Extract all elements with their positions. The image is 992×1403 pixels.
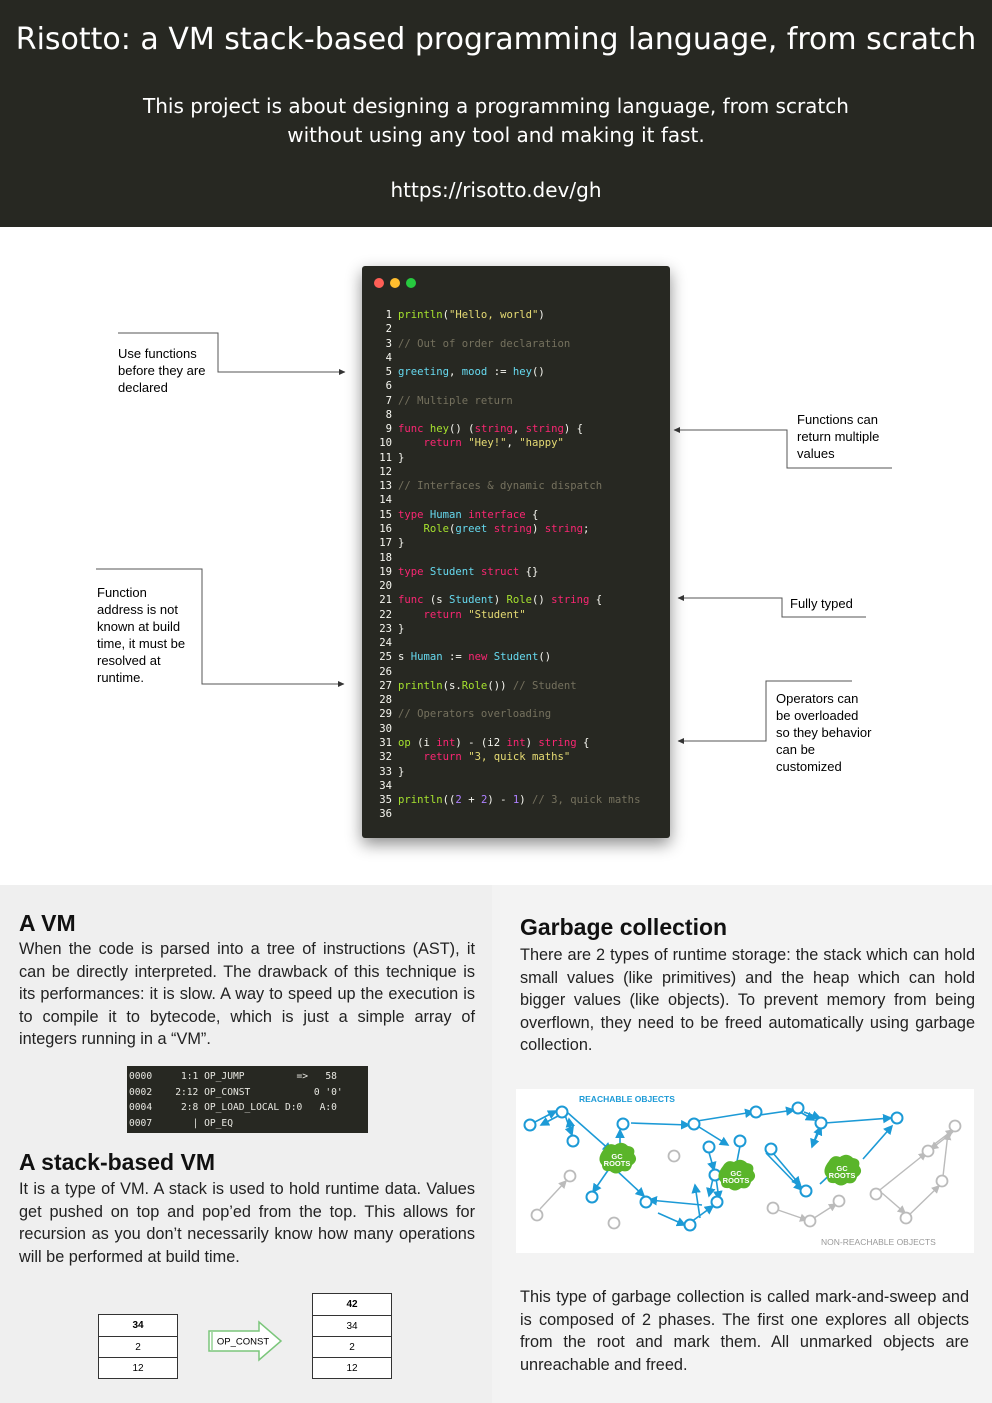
code-token: } [398,622,405,635]
vm-heading: A VM [19,910,76,936]
code-line [376,508,640,522]
code-line [376,394,640,408]
gc-root-label: ROOTS [722,1176,750,1185]
code-token: Role [461,679,488,692]
code-token: , [512,423,526,436]
code-line [376,665,640,679]
stack-vm-heading: A stack-based VM [19,1149,215,1175]
code-token: () [531,366,545,379]
line-number: 21 [379,594,392,607]
code-token: new [468,651,488,664]
line-number: 22 [379,608,392,621]
code-line [376,493,640,507]
line-number: 10 [379,437,392,450]
code-token: Role [423,522,450,535]
vm-text: When the code is parsed into a tree of instructions (AST), it can be directly interpreted. The drawback of this technique is its performances: it is slow. A way to speed up the execution is to compile it to bytecode, which is just a simple array of integers running in a “VM”. [19,940,475,1049]
code-listing [376,308,640,822]
code-token: () ( [449,423,475,436]
stack-cell: 2 [99,1336,177,1357]
gc-heading: Garbage collection [520,914,728,940]
maximize-dot-icon[interactable] [406,278,416,288]
code-line [376,807,640,821]
line-number: 4 [385,351,392,364]
code-line [376,750,640,764]
code-token [398,751,424,763]
minimize-dot-icon[interactable] [390,278,400,288]
code-token: // 3, quick maths [532,794,641,807]
line-number: 1 [385,309,392,321]
code-token: "Hey!" [468,437,507,450]
code-line [376,522,640,536]
code-token: func [398,423,424,436]
code-line [376,565,640,579]
code-token: ) [519,794,533,807]
page-subtitle: This project is about designing a programming language, from scratch without using any tool and making it fast. [143,94,849,147]
code-line [376,736,640,750]
window-controls [374,278,416,288]
line-number: 12 [379,465,392,478]
code-line [376,622,640,636]
code-token: Human [410,651,443,664]
code-line [376,722,640,736]
project-link[interactable]: https://risotto.dev/gh [390,178,602,202]
bytecode-line: 0002 2:12 OP_CONST 0 '0' [129,1086,343,1098]
code-line [376,679,640,693]
note-fully-typed: Fully typed [790,596,853,611]
note-use-functions: Use functions before they are declared [118,346,206,395]
code-token: string [538,736,577,749]
code-token: // Operators overloading [398,708,552,721]
code-token: "3, quick maths" [468,751,571,764]
bytecode-listing [127,1066,368,1133]
line-number: 7 [385,394,392,407]
line-number: 20 [379,580,392,593]
gc-text-1: There are 2 types of runtime storage: the stack which can hold small values (like primitives) and the heap which can hold bigger values (like objects). To prevent memory from being overflown, they need to be freed automatically using garbage collection. [520,946,975,1055]
code-token: return [423,437,462,450]
code-token: (( [442,794,456,807]
code-token [398,609,424,621]
code-token [398,523,424,535]
code-token: type [398,565,424,578]
code-token: ( [442,309,450,321]
reachable-label: REACHABLE OBJECTS [579,1094,675,1104]
code-token: (s [423,594,450,607]
code-token: Student [449,594,494,607]
code-token: 2 [480,794,488,807]
line-number: 15 [379,508,392,521]
code-line [376,322,640,336]
line-number: 23 [379,622,392,635]
code-line [376,436,640,450]
code-token: Human [429,508,462,521]
stack-before [98,1314,178,1379]
line-number: 14 [379,494,392,507]
code-token: hey [429,423,450,436]
line-number: 27 [379,679,392,692]
code-token: ) [531,522,545,535]
code-token: // Student [512,679,577,692]
code-token: () [531,594,552,607]
gc-root-label: GC [611,1152,623,1161]
gc-diagram [516,1089,974,1253]
code-window [362,266,670,838]
line-number: 35 [379,794,392,807]
code-line [376,379,640,393]
code-token: ()) [487,679,513,692]
code-token: // Interfaces & dynamic dispatch [398,480,603,493]
code-token: // Out of order declaration [398,337,571,350]
line-number: 2 [385,323,392,336]
code-token: ( [449,522,456,535]
code-token: string [551,594,590,607]
line-number: 25 [379,651,392,664]
code-token: ; [583,522,590,535]
code-token: string [474,423,513,436]
stack-cell: 34 [132,1320,144,1331]
line-number: 3 [385,337,392,350]
code-token: } [398,537,405,550]
line-number: 17 [379,537,392,550]
code-token: { [576,736,590,749]
code-token: println [398,309,443,321]
line-number: 31 [379,736,392,749]
code-token: string [493,522,532,535]
code-line [376,479,640,493]
op-const-label: OP_CONST [216,1336,270,1348]
page-title: Risotto: a VM stack-based programming language, from scratch [15,22,977,57]
line-number: 26 [379,665,392,678]
code-token: hey [512,366,532,379]
gc-root-label: GC [730,1169,742,1178]
code-token: ) [525,736,539,749]
code-token: } [398,765,405,778]
line-number: 19 [379,565,392,578]
code-token: interface [468,508,526,521]
code-line [376,707,640,721]
code-line [376,308,640,322]
code-token: ) - (i2 [455,736,507,749]
line-number: 11 [379,451,392,464]
code-line [376,422,640,436]
code-line [376,765,640,779]
code-token: + [461,794,481,807]
code-line [376,408,640,422]
code-line [376,608,640,622]
code-token: 1 [512,794,520,807]
code-token: greet [455,522,488,535]
code-token: func [398,594,424,607]
code-line [376,593,640,607]
gc-root-label: ROOTS [603,1159,631,1168]
code-line [376,650,640,664]
code-token: string [544,522,584,535]
note-operators: Operators can be overloaded so they behavior can be customized [776,691,872,774]
line-number: 24 [379,637,392,650]
bytecode-line: 0000 1:1 OP_JUMP => 58 [129,1071,337,1082]
code-token: "Student" [468,608,526,621]
code-token: println [398,679,443,692]
code-line [376,779,640,793]
code-line [376,793,640,807]
stack-cell: 12 [313,1357,391,1378]
line-number: 32 [379,751,392,764]
code-token: op [398,736,411,749]
code-token [398,437,424,449]
code-token: (s. [442,679,462,692]
line-number: 34 [379,779,392,792]
code-token: // Multiple return [398,394,513,407]
stack-cell: 42 [346,1299,358,1310]
bytecode-line: 0007 | OP_EQ [129,1117,233,1129]
code-token: Role [506,594,532,607]
code-token: () [538,651,552,664]
code-token: "Hello, world" [449,309,539,321]
gc-root-label: GC [836,1164,848,1173]
code-token: return [423,751,462,764]
line-number: 8 [385,408,392,421]
code-line [376,337,640,351]
code-token: struct [480,565,520,578]
op-const-arrow-icon [207,1320,283,1362]
code-line [376,351,640,365]
code-token: ) [538,309,545,321]
code-line [376,693,640,707]
code-line [376,551,640,565]
line-number: 29 [379,708,392,721]
code-line [376,536,640,550]
code-token: greeting [398,366,450,379]
code-token: Student [493,651,539,664]
code-line [376,579,640,593]
code-token: mood [461,366,488,379]
line-number: 9 [385,423,392,436]
code-token: string [525,423,564,436]
stack-cell: 12 [99,1357,177,1378]
code-token: { [525,508,539,521]
code-token: println [398,794,443,807]
code-token: 2 [455,794,462,807]
stack-cell: 2 [313,1336,391,1357]
stack-vm-text: It is a type of VM. A stack is used to hold runtime data. Values get pushed on top and pop’ed from the top. This allows for recursion as you don’t necessarily know how many operations will be performed at build time. [19,1180,475,1266]
code-token: , [506,437,520,450]
line-number: 6 [385,380,392,393]
code-token: {} [519,565,539,578]
code-token: return [423,608,462,621]
note-function-address: Function address is not known at build time, it must be resolved at runtime. [97,585,186,685]
close-dot-icon[interactable] [374,278,384,288]
code-line [376,636,640,650]
gc-graph-icon [516,1089,974,1253]
code-token: := [487,366,513,379]
code-token: := [442,651,469,664]
code-token: { [589,594,603,607]
line-number: 28 [379,694,392,707]
line-number: 5 [385,366,392,379]
line-number: 18 [379,551,392,564]
line-number: 36 [379,808,392,821]
code-line [376,365,640,379]
code-token: } [398,451,405,464]
note-multiple-return: Functions can return multiple values [797,412,880,461]
code-token: int [506,736,526,749]
code-token: (i [410,736,437,749]
stack-after [312,1293,392,1379]
code-token: s [398,651,405,664]
header-banner [0,0,992,227]
code-token: ) - [487,794,513,807]
gc-root-label: ROOTS [828,1171,856,1180]
code-token: Student [429,565,475,578]
gc-text-2: This type of garbage collection is called mark-and-sweep and is composed of 2 phases. The first one explores all objects from the root and mark them. All unmarked objects are unreachable and freed. [520,1288,969,1374]
code-token: "happy" [519,437,564,450]
code-line [376,451,640,465]
code-token: ) { [563,423,584,436]
line-number: 16 [379,522,392,535]
bytecode-line: 0004 2:8 OP_LOAD_LOCAL D:0 A:0 [129,1102,337,1114]
line-number: 30 [379,722,392,735]
code-line [376,465,640,479]
non-reachable-label: NON-REACHABLE OBJECTS [821,1237,936,1247]
code-token: type [398,508,424,521]
code-token: ) [493,594,507,607]
stack-cell: 34 [313,1315,391,1336]
code-token: int [436,736,456,749]
line-number: 13 [379,480,392,493]
code-token: , [449,366,462,379]
line-number: 33 [379,765,392,778]
